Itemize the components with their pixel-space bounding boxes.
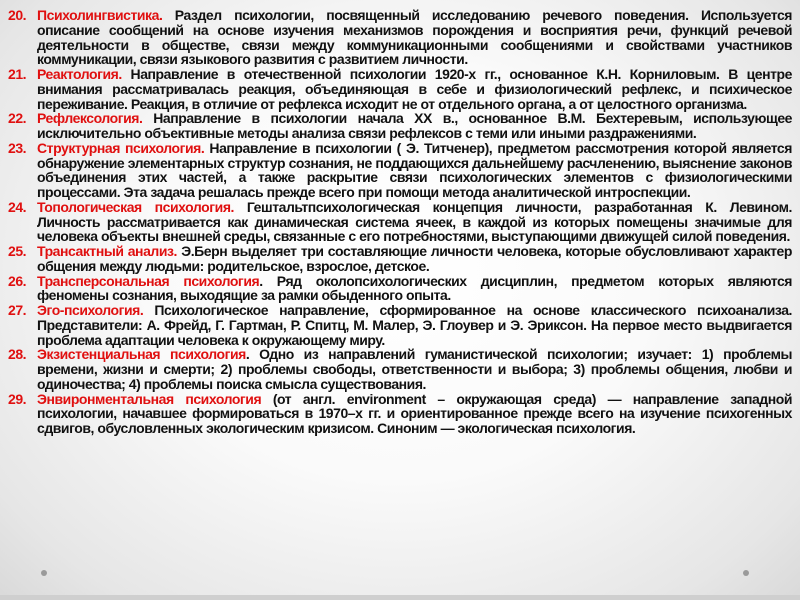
item-number: 22. [8, 110, 27, 127]
item-term: Психолингвистика. [37, 7, 163, 23]
item-term: Эго-психология. [37, 302, 144, 318]
decorative-dot [41, 570, 47, 576]
item-definition: . Одно из направлений гуманистической психологии; изучает: 1) проблемы времени, жизни и смерти; 2) проблемы свободы, ответственности и выбора; 3) проблемы общения, любви и одиночества; 4) проблемы поиска смысла существования. [37, 346, 792, 392]
list-item [8, 67, 792, 111]
list-item [8, 303, 792, 347]
slide-content [8, 8, 792, 436]
item-number: 23. [8, 139, 27, 156]
item-text [37, 303, 792, 347]
item-definition: Направление в отечественной психологии 1920-х гг., основанное К.Н. Корниловым. В центре внимания рассматривалась реакция, объединяющая в себе и физиологический рефлекс, и психическое переживание. Реакция, в отличие от рефлекса исходит не от отдельного органа, а от целостного организма. [37, 66, 792, 112]
item-number: 21. [8, 66, 27, 82]
item-number: 24. [8, 198, 27, 215]
item-number: 27. [8, 302, 27, 318]
item-text [37, 244, 792, 274]
item-text [37, 8, 792, 67]
item-term: Трансперсональная психология [37, 272, 260, 289]
item-text [37, 347, 792, 391]
item-term: Трансактный анализ. [37, 243, 177, 259]
list-item [8, 244, 792, 274]
item-definition: Направление в психологии начала XX в., основанное В.М. Бехтеревым, использующее исключительно объективные методы анализа связи рефлексов с теми или иными раздражениями. [37, 110, 792, 141]
list-item [8, 274, 792, 304]
list-item [8, 347, 792, 391]
item-number: 28. [8, 346, 27, 363]
item-definition: . Ряд околопсихологических дисциплин, предметом которых являются феномены сознания, выходящие за рамки обыденного опыта. [37, 272, 793, 304]
item-term: Экзистенциальная психология [37, 346, 246, 363]
item-number: 26. [8, 272, 27, 289]
list-item [8, 141, 792, 200]
bottom-bar [0, 595, 800, 600]
item-text [37, 392, 792, 436]
item-term: Рефлексология. [37, 110, 143, 127]
item-number: 20. [8, 7, 27, 23]
item-definition: Психологическое направление, сформированное на основе классического психоанализа. Представители: А. Фрейд, Г. Гартман, Р. Спитц, М. Малер, Э. Глоувер и Э. Эриксон. На первое место выдвигается проблема адаптации человека к окружающему миру. [37, 302, 792, 348]
item-text [37, 67, 792, 111]
item-definition: Э.Берн выделяет три составляющие личности человека, которые обусловливают характер общения между людьми: родительское, взрослое, детское. [37, 243, 792, 274]
list-item [8, 392, 792, 436]
list-item [8, 8, 792, 67]
item-term: Структурная психология. [37, 139, 205, 156]
list-item [8, 200, 792, 244]
item-text [37, 141, 792, 200]
item-term: Энвиронментальная психология [37, 390, 262, 407]
item-definition: (от англ. environment – окружающая среда) — направление западной психологии, начавшее формироваться в 1970–х гг. и ориентированное прежде всего на изучение психогенных сдвигов, обусловленных экологическим кризисом. Синоним — экологическая психология. [37, 390, 792, 436]
decorative-dot [743, 570, 749, 576]
list-item [8, 111, 792, 141]
item-definition: Направление в психологии ( Э. Титченер), предметом рассмотрения которой является обнаружение элементарных структур сознания, не поддающихся дальнейшему расчленению, выяснение законов объединения этих частей, а также раскрытие связи психологических элементов с физиологическими процессами. Эта задача решалась прежде всего при помощи метода аналитической интроспекции. [37, 139, 792, 200]
item-number: 25. [8, 243, 27, 259]
item-text [37, 200, 792, 244]
item-definition: Раздел психологии, посвященный исследованию речевого поведения. Используется описание сообщений на основе изучения механизмов порождения и восприятия речи, функций речевой деятельности в обществе, связи между коммуникационными сообщениями и свойствами участников коммуникации, связи языкового развития с развитием личности. [37, 7, 792, 68]
item-term: Топологическая психология. [37, 198, 234, 215]
item-term: Реактология. [37, 66, 122, 82]
item-number: 29. [8, 390, 27, 407]
item-text [37, 274, 792, 304]
item-text [37, 111, 792, 141]
item-definition: Гештальтпсихологическая концепция личности, разработанная К. Левином. Личность рассматривается как динамическая система ячеек, в каждой из которых помещены значимые для человека объекты внешней среды, связанные с его потребностями, выступающими движущей силой поведения. [37, 198, 792, 245]
